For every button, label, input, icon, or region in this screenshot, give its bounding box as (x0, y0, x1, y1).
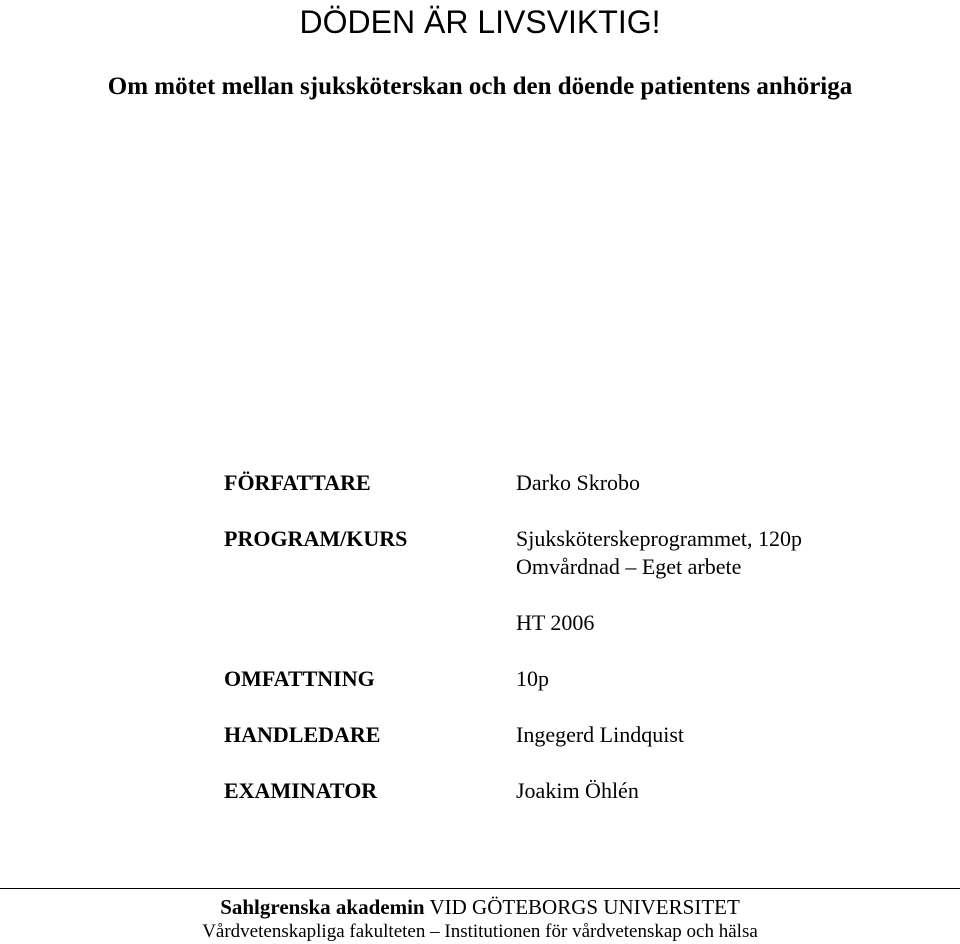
supervisor-label: HANDLEDARE (224, 722, 381, 747)
document-title: DÖDEN ÄR LIVSVIKTIG! (299, 4, 661, 40)
footer-divider (0, 888, 960, 889)
author-value: Darko Skrobo (516, 470, 641, 495)
examiner-value: Joakim Öhlén (516, 778, 639, 803)
scope-value: 10p (516, 666, 549, 691)
program-value-line2: Omvårdnad – Eget arbete (516, 554, 742, 579)
author-label: FÖRFATTARE (224, 470, 371, 495)
footer-university: VID GÖTEBORGS UNIVERSITET (429, 895, 740, 919)
program-value-term: HT 2006 (516, 610, 595, 635)
scope-label: OMFATTNING (224, 666, 375, 691)
examiner-label: EXAMINATOR (224, 778, 378, 803)
footer-faculty: Vårdvetenskapliga fakulteten – Institutionen för vårdvetenskap och hälsa (202, 921, 758, 942)
program-value-line1: Sjuksköterskeprogrammet, 120p (516, 526, 802, 551)
footer-institution (0, 894, 960, 920)
document-subtitle: Om mötet mellan sjuksköterskan och den döende patientens anhöriga (107, 73, 853, 100)
supervisor-value: Ingegerd Lindquist (516, 722, 685, 747)
program-label: PROGRAM/KURS (224, 526, 408, 551)
footer-academy: Sahlgrenska akademin (220, 895, 425, 919)
